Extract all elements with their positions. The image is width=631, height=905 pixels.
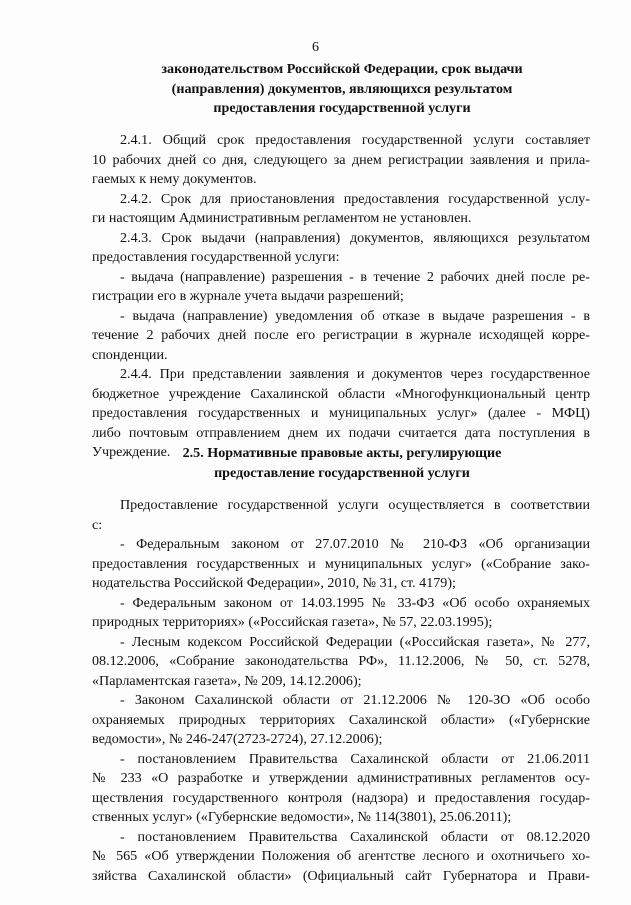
text-line: 2.4.1. Общий срок предоставления государственной услуги составляет bbox=[120, 132, 590, 148]
text-line: ги настоящим Административным регламентом не установлен. bbox=[92, 210, 472, 226]
heading-line: предоставление государственной услуги bbox=[214, 464, 470, 481]
text-line: гаемых к нему документов. bbox=[92, 171, 257, 187]
section-2-5-body bbox=[92, 496, 590, 886]
section-heading-2-4 bbox=[92, 60, 592, 119]
text-line: гистрации его в журнале учета выдачи разрешений; bbox=[92, 288, 404, 304]
text-line: 10 рабочих дней со дня, следующего за днем регистрации заявления и прила- bbox=[92, 151, 590, 168]
text-line: охраняемых природных территориях Сахалинской области» («Губернские bbox=[92, 711, 590, 728]
text-line: - выдача (направление) уведомления об отказе в выдаче разрешения - в bbox=[120, 307, 590, 324]
text-line: предоставления государственных и муниципальных услуг» (далее - МФЦ) bbox=[92, 405, 590, 421]
text-line: природных территориях» («Российская газета», № 57, 22.03.1995); bbox=[92, 614, 493, 630]
text-line: - постановлением Правительства Сахалинской области от 21.06.2011 bbox=[120, 750, 590, 767]
text-line: ственных услуг» («Губернские ведомости», № 114(3801), 25.06.2011); bbox=[92, 809, 512, 825]
page-number: 6 bbox=[312, 40, 319, 55]
text-line: - Законом Сахалинской области от 21.12.2006 № 120-ЗО «Об особо bbox=[120, 692, 590, 708]
text-line: - выдача (направление) разрешения - в течение 2 рабочих дней после ре- bbox=[120, 268, 590, 285]
text-line: спонденции. bbox=[92, 346, 168, 363]
text-line: течение 2 рабочих дней после его регистрации в журнале исходящей корре- bbox=[92, 327, 590, 343]
section-heading-2-5 bbox=[92, 444, 592, 483]
text-line: «Парламентская газета», № 209, 14.12.2006); bbox=[92, 672, 362, 689]
text-line: - Лесным кодексом Российской Федерации («Российская газета», № 277, bbox=[120, 633, 590, 650]
text-line: - Федеральным законом от 27.07.2010 № 210-ФЗ «Об организации bbox=[120, 536, 590, 552]
text-line: 08.12.2006, «Собрание законодательства РФ», 11.12.2006, № 50, ст. 5278, bbox=[92, 653, 590, 669]
heading-line: 2.5. Нормативные правовые акты, регулирующие bbox=[182, 445, 502, 461]
text-line: либо почтовым отправлением днем их подачи считается дата поступления в bbox=[92, 424, 590, 441]
text-line: - постановлением Правительства Сахалинской области от 08.12.2020 bbox=[120, 828, 590, 845]
text-line: 2.4.2. Срок для приостановления предоставления государственной услу- bbox=[120, 190, 590, 207]
text-line: с: bbox=[92, 516, 103, 533]
text-line: 2.4.3. Срок выдачи (направления) документов, являющихся результатом bbox=[120, 229, 590, 246]
text-line: ществления государственного контроля (надзора) и предоставления государ- bbox=[92, 789, 590, 806]
text-line: Предоставление государственной услуги осуществляется в соответствии bbox=[120, 497, 590, 513]
heading-line: (направления) документов, являющихся результатом bbox=[171, 80, 513, 97]
text-line: Учреждение. bbox=[92, 444, 171, 460]
text-line: предоставления государственной услуги: bbox=[92, 249, 340, 265]
text-line: № 233 «О разработке и утверждении административных регламентов осу- bbox=[92, 770, 590, 786]
text-line: предоставления государственных и муниципальных услуг» («Собрание зако- bbox=[92, 555, 590, 572]
text-line: бюджетное учреждение Сахалинской области «Многофункциональный центр bbox=[92, 385, 590, 402]
heading-line: предоставления государственной услуги bbox=[213, 100, 471, 116]
text-line: зяйства Сахалинской области» (Официальный сайт Губернатора и Прави- bbox=[92, 867, 590, 884]
text-line: нодательства Российской Федерации», 2010, № 31, ст. 4179); bbox=[92, 575, 456, 591]
section-2-4-body bbox=[92, 131, 590, 463]
text-line: № 565 «Об утверждении Положения об агентстве лесного и охотничьего хо- bbox=[92, 848, 590, 864]
text-line: 2.4.4. При представлении заявления и документов через государственное bbox=[120, 366, 590, 382]
heading-line: законодательством Российской Федерации, срок выдачи bbox=[161, 61, 523, 77]
text-line: ведомости», № 246-247(2723-2724), 27.12.2006); bbox=[92, 731, 383, 747]
text-line: - Федеральным законом от 14.03.1995 № 33-ФЗ «Об особо охраняемых bbox=[120, 594, 590, 611]
